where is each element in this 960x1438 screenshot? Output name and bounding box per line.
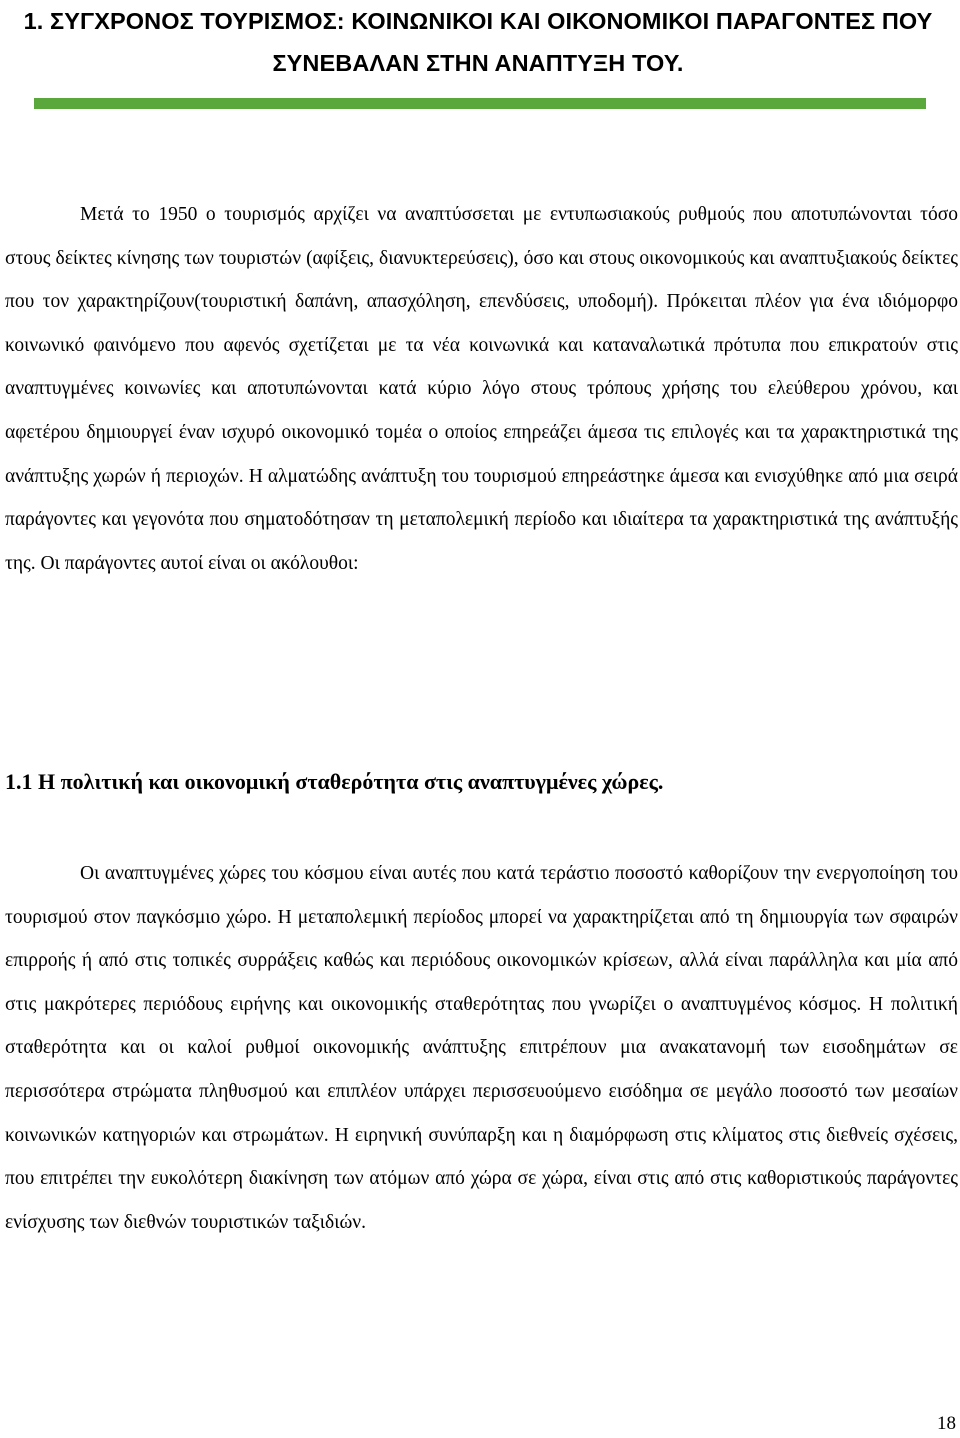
body-paragraph-2: Οι αναπτυγμένες χώρες του κόσμου είναι αυτές που κατά τεράστιο ποσοστό καθορίζουν την ενεργοποίηση του τουρισμού στον παγκόσμιο χώρο. Η μεταπολεμική περίοδος μπορεί να χαρακτηρίζεται από τη δημιουργία των σφαιρών επιρροής ή από στις τοπικές συρράξεις καθώς και περιόδους οικονομικών κρίσεων, αλλά είναι παράλληλα και μία από στις μακρότερες περιόδους ειρήνης και οικονομικής σταθερότητας που γνωρίζει ο αναπτυγμένος κόσμος. Η πολιτική σταθερότητα και οι καλοί ρυθμοί οικονομικής ανάπτυξης επιτρέπουν μια ανακατανομή των εισοδημάτων σε περισσότερα στρώματα πληθυσμού και επιπλέον υπάρχει περισσευούμενο εισόδημα σε μεγάλο ποσοστό των μεσαίων κοινωνικών κατηγοριών και στρωμάτων. Η ειρηνική συνύπαρξη και η διαμόρφωση στις κλίματος στις διεθνείς σχέσεις, που επιτρέπει την ευκολότερη διακίνηση των ατόμων από χώρα σε χώρα, είναι στις από στις καθοριστικούς παράγοντες ενίσχυσης των διεθνών τουριστικών ταξιδιών.: [5, 863, 958, 1233]
section-heading-1-1: 1.1 Η πολιτική και οικονομική σταθερότητα στις αναπτυγμένες χώρες.: [5, 769, 664, 794]
title-underline-rule: [34, 98, 926, 109]
body-paragraph-1: Μετά το 1950 ο τουρισμός αρχίζει να αναπτύσσεται με εντυπωσιακούς ρυθμούς που αποτυπώνονται τόσο στους δείκτες κίνησης των τουριστών (αφίξεις, διανυκτερεύσεις), όσο και στους οικονομικούς και αναπτυξιακούς δείκτες που τον χαρακτηρίζουν(τουριστική δαπάνη, απασχόληση, επενδύσεις, υποδομή). Πρόκειται πλέον για ένα ιδιόμορφο κοινωνικό φαινόμενο που αφενός σχετίζεται με τα νέα κοινωνικά και καταναλωτικά πρότυπα που επικρατούν στις αναπτυγμένες κοινωνίες και αποτυπώνονται κατά κύριο λόγο στους τρόπους χρήσης του ελεύθερου χρόνου, και αφετέρου δημιουργεί έναν ισχυρό οικονομικό τομέα ο οποίος επηρεάζει άμεσα τις επιλογές και τα χαρακτηριστικά της ανάπτυξης χωρών ή περιοχών. Η αλματώδης ανάπτυξη του τουρισμού επηρεάστηκε άμεσα και ενισχύθηκε από μια σειρά παράγοντες και γεγονότα που σηματοδότησαν τη μεταπολεμική περίοδο και ιδιαίτερα τα χαρακτηριστικά της ανάπτυξής της. Οι παράγοντες αυτοί είναι οι ακόλουθοι:: [5, 204, 958, 574]
chapter-title: 1. ΣΥΓΧΡΟΝΟΣ ΤΟΥΡΙΣΜΟΣ: ΚΟΙΝΩΝΙΚΟΙ ΚΑΙ ΟΙΚΟΝΟΜΙΚΟΙ ΠΑΡΑΓΟΝΤΕΣ ΠΟΥ ΣΥΝΕΒΑΛΑΝ ΣΤΗΝ ΑΝΑΠΤΥΞΗ ΤΟΥ.: [23, 8, 933, 76]
page-number: 18: [937, 1413, 956, 1434]
